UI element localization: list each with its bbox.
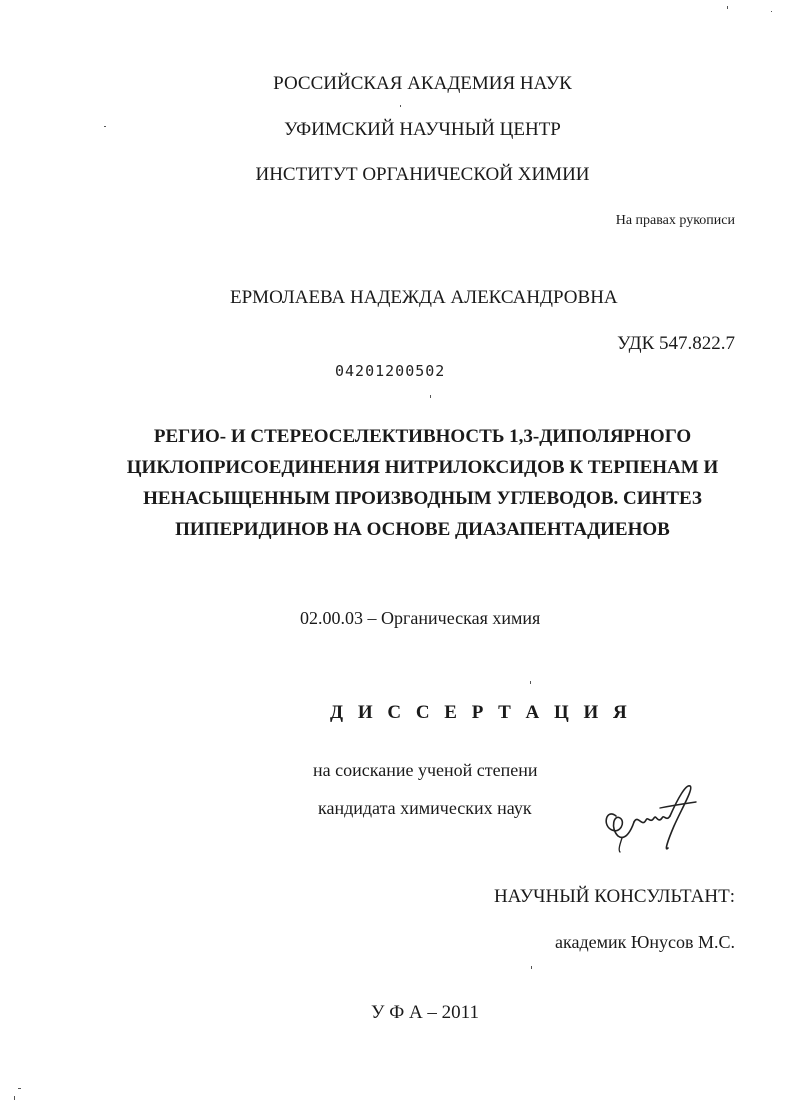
author-name: ЕРМОЛАЕВА НАДЕЖДА АЛЕКСАНДРОВНА [230, 287, 618, 308]
scan-speck [14, 1096, 15, 1100]
udc-code: УДК 547.822.7 [617, 333, 735, 354]
place-year: У Ф А – 2011 [371, 1002, 479, 1023]
title-line: ЦИКЛОПРИСОЕДИНЕНИЯ НИТРИЛОКСИДОВ К ТЕРПЕНАМ И [126, 457, 719, 478]
scan-speck [771, 11, 772, 12]
degree-line-2: кандидата химических наук [318, 798, 532, 818]
registration-number: 04201200502 [335, 362, 446, 380]
handwritten-signature [598, 778, 702, 858]
scan-speck [530, 681, 531, 684]
scan-speck [104, 126, 106, 127]
advisor-label: НАУЧНЫЙ КОНСУЛЬТАНТ: [493, 886, 735, 907]
scan-speck [430, 395, 431, 398]
scan-speck [18, 1088, 21, 1089]
title-line: НЕНАСЫЩЕННЫМ ПРОИЗВОДНЫМ УГЛЕВОДОВ. СИНТЕЗ [143, 488, 702, 509]
degree-line-1: на соискание ученой степени [313, 760, 538, 780]
institution-line-academy: РОССИЙСКАЯ АКАДЕМИЯ НАУК [273, 73, 572, 94]
scan-speck [727, 6, 728, 9]
dissertation-title [0, 421, 793, 545]
title-line: ПИПЕРИДИНОВ НА ОСНОВЕ ДИАЗАПЕНТАДИЕНОВ [175, 519, 670, 540]
institution-line-institute: ИНСТИТУТ ОРГАНИЧЕСКОЙ ХИМИИ [255, 164, 590, 185]
specialty: 02.00.03 – Органическая химия [300, 608, 541, 628]
title-line: РЕГИО- И СТЕРЕОСЕЛЕКТИВНОСТЬ 1,3-ДИПОЛЯРНОГО [153, 426, 692, 447]
manuscript-note: На правах рукописи [615, 213, 735, 228]
advisor-name: академик Юнусов М.С. [555, 932, 735, 952]
scan-speck [400, 105, 401, 107]
scan-speck [531, 966, 532, 969]
institution-line-center: УФИМСКИЙ НАУЧНЫЙ ЦЕНТР [284, 119, 561, 140]
document-type: Д И С С Е Р Т А Ц И Я [330, 702, 632, 723]
